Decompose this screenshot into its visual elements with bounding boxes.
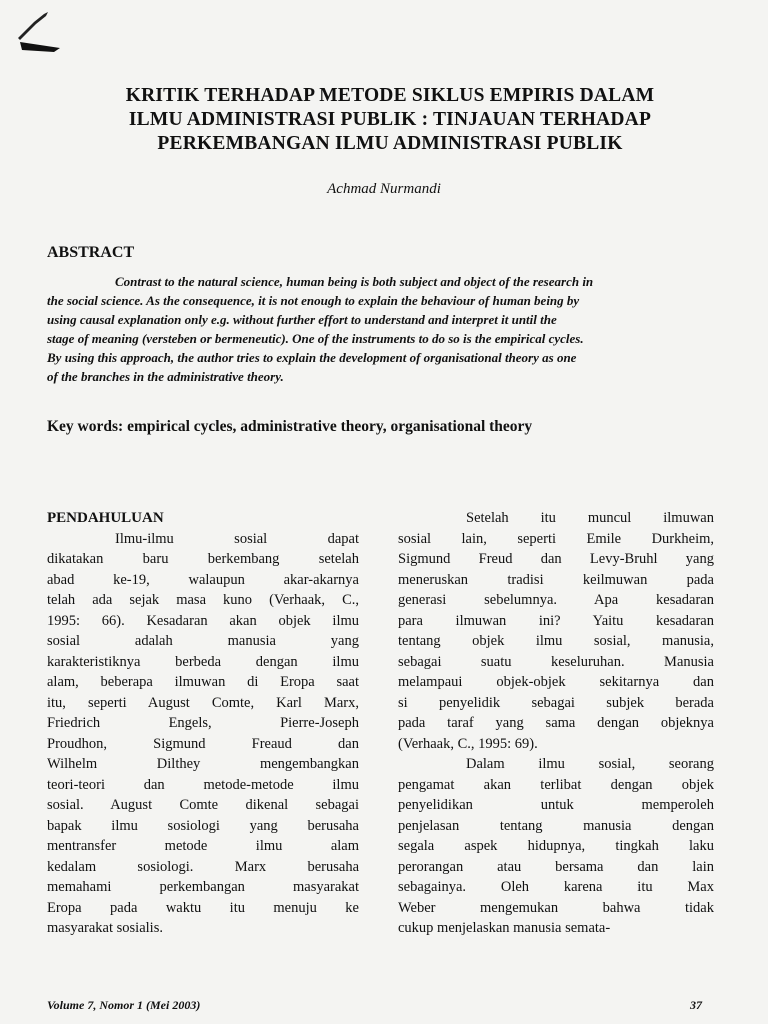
paragraph-line: sosial lain, seperti Emile Durkheim,: [398, 530, 714, 547]
paragraph-line: telah ada sejak masa kuno (Verhaak, C.,: [47, 592, 359, 608]
right-column: [398, 508, 714, 939]
paragraph-line: mentransfer metode ilmu alam: [47, 838, 359, 854]
paragraph-line: si penyelidik sebagai subjek berada: [398, 694, 714, 711]
abstract-line: Contrast to the natural science, human being is both subject and object of the research in: [115, 274, 594, 289]
paragraph-line: memahami perkembangan masyarakat: [47, 879, 359, 895]
paragraph-line: Ilmu-ilmu sosial dapat: [115, 530, 359, 547]
paragraph-line: penyelidikan untuk memperoleh: [398, 797, 714, 813]
paragraph-line: Sigmund Freud dan Levy-Bruhl yang: [398, 551, 714, 567]
paragraph-line: perorangan atau bersama dan lain: [398, 858, 714, 875]
abstract-line: using causal explanation only e.g. without further effort to understand and interpret it until the: [47, 312, 557, 327]
footer-journal-info: Volume 7, Nomor 1 (Mei 2003): [47, 998, 201, 1012]
footer-page-number: 37: [690, 998, 702, 1012]
paragraph-line: masyarakat sosialis.: [47, 920, 163, 936]
paragraph-line: sosial. August Comte dikenal sebagai: [47, 797, 359, 813]
paragraph-line: Proudhon, Sigmund Freaud dan: [47, 735, 359, 752]
paragraph-line: abad ke-19, walaupun akar-akarnya: [47, 571, 359, 588]
corner-scan-mark: [4, 6, 64, 56]
paragraph-line: Dalam ilmu sosial, seorang: [466, 756, 714, 772]
abstract-line: of the branches in the administrative theory.: [47, 369, 284, 384]
paragraph-line: Setelah itu muncul ilmuwan: [466, 510, 714, 526]
paragraph-line: meneruskan tradisi keilmuwan pada: [398, 571, 714, 588]
title-line-3: PERKEMBANGAN ILMU ADMINISTRASI PUBLIK: [157, 133, 623, 154]
article-title: [40, 84, 740, 156]
paragraph-line: karakteristiknya berbeda dengan ilmu: [47, 653, 359, 670]
paragraph-line: dikatakan baru berkembang setelah: [47, 551, 359, 567]
abstract-heading: ABSTRACT: [47, 244, 135, 261]
section-heading: PENDAHULUAN: [47, 510, 164, 526]
paragraph-line: 1995: 66). Kesadaran akan objek ilmu: [47, 612, 359, 629]
paragraph-line: bapak ilmu sosiologi yang berusaha: [47, 817, 359, 834]
paragraph-line: cukup menjelaskan manusia semata-: [398, 920, 611, 936]
paragraph-line: Eropa pada waktu itu menuju ke: [47, 899, 359, 916]
paragraph-line: tentang objek ilmu sosial, manusia,: [398, 633, 714, 649]
paragraph-line: sebagainya. Oleh karena itu Max: [398, 879, 714, 895]
title-line-1: KRITIK TERHADAP METODE SIKLUS EMPIRIS DALAM: [125, 85, 655, 106]
author-name: Achmad Nurmandi: [327, 181, 441, 197]
paragraph-line: kedalam sosiologi. Marx berusaha: [47, 858, 359, 875]
paragraph-line: pengamat akan terlibat dengan objek: [398, 776, 714, 793]
paragraph-line: sebagai suatu keseluruhan. Manusia: [398, 653, 714, 670]
paragraph-line: Friedrich Engels, Pierre-Joseph: [47, 715, 359, 731]
paragraph-line: alam, beberapa ilmuwan di Eropa saat: [47, 674, 359, 690]
abstract-line: stage of meaning (versteben or bermeneutic). One of the instruments to do so is the empirical cycles.: [47, 331, 584, 346]
paragraph-line: itu, seperti August Comte, Karl Marx,: [47, 694, 359, 711]
abstract-line: the social science. As the consequence, it is not enough to explain the behaviour of human being by: [47, 293, 580, 308]
paragraph-line: para ilmuwan ini? Yaitu kesadaran: [398, 612, 714, 629]
abstract-text: [47, 272, 717, 386]
paragraph-line: melampaui objek-objek sekitarnya dan: [398, 674, 714, 690]
abstract-line: By using this approach, the author tries to explain the development of organisational theory as one: [47, 350, 577, 365]
paragraph-line: penjelasan tentang manusia dengan: [398, 817, 714, 834]
keywords: Key words: empirical cycles, administrative theory, organisational theory: [47, 418, 533, 435]
paragraph-line: pada taraf yang sama dengan objeknya: [398, 715, 714, 731]
paragraph-line: generasi sebelumnya. Apa kesadaran: [398, 592, 714, 608]
paragraph-line: sosial adalah manusia yang: [47, 633, 359, 649]
paragraph-line: Weber mengemukan bahwa tidak: [398, 899, 714, 916]
paragraph-line: (Verhaak, C., 1995: 69).: [398, 735, 538, 752]
left-column: [47, 508, 359, 939]
paragraph-line: teori-teori dan metode-metode ilmu: [47, 776, 359, 793]
paragraph-line: segala aspek hidupnya, tingkah laku: [398, 838, 714, 854]
title-line-2: ILMU ADMINISTRASI PUBLIK : TINJAUAN TERHADAP: [128, 109, 652, 130]
paragraph-line: Wilhelm Dilthey mengembangkan: [47, 756, 359, 772]
